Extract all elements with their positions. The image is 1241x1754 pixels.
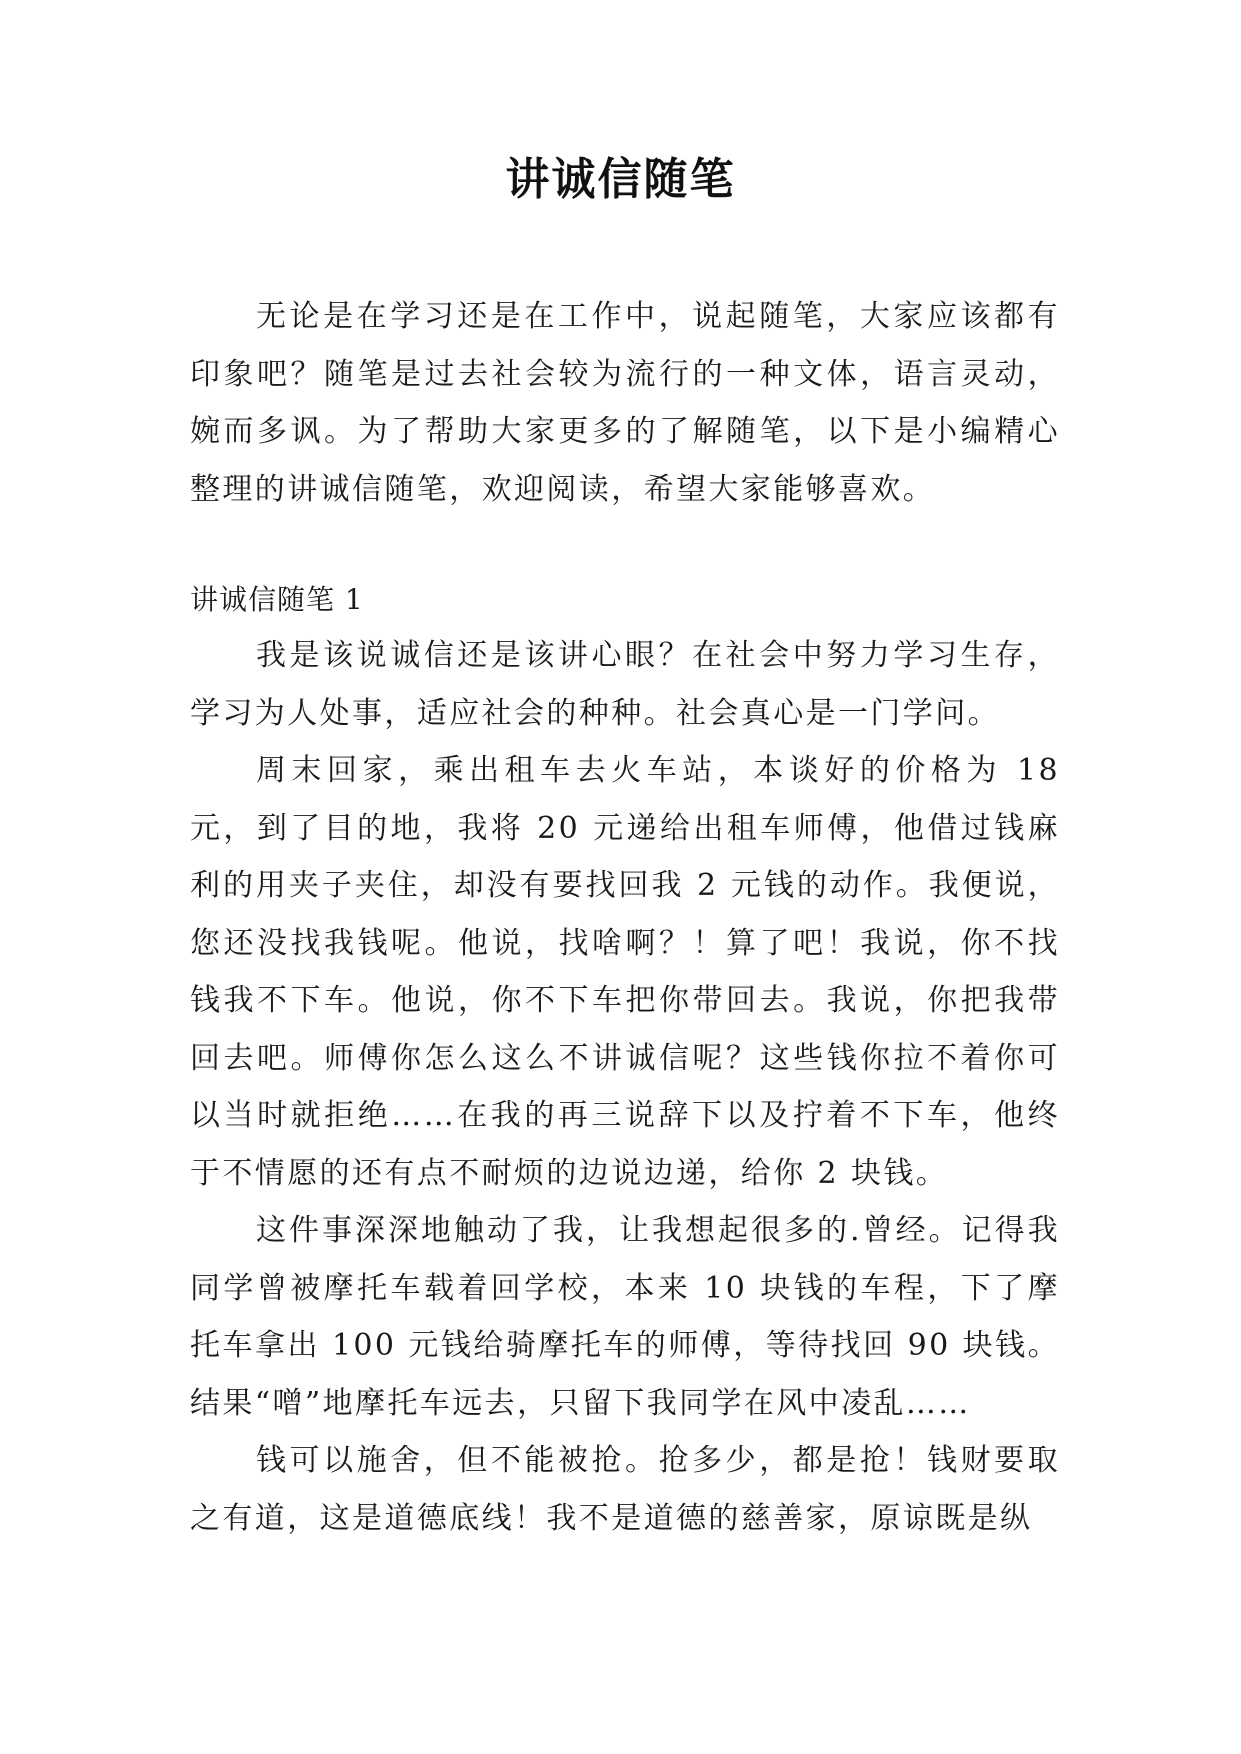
body-paragraph-3: 这件事深深地触动了我，让我想起很多的.曾经。记得我同学曾被摩托车载着回学校，本来 10 块钱的车程，下了摩托车拿出 100 元钱给骑摩托车的师傅，等待找回 90 块钱。结果“噌”地摩托车远去，只留下我同学在风中凌乱…… bbox=[190, 1213, 1060, 1421]
intro-paragraph: 无论是在学习还是在工作中，说起随笔，大家应该都有印象吧？随笔是过去社会较为流行的一种文体，语言灵动，婉而多讽。为了帮助大家更多的了解随笔，以下是小编精心整理的讲诚信随笔，欢迎阅读，希望大家能够喜欢。 bbox=[190, 299, 1060, 507]
document-body bbox=[190, 288, 1060, 1547]
section-heading: 讲诚信随笔 1 bbox=[190, 583, 364, 616]
body-paragraph-2: 周末回家，乘出租车去火车站，本谈好的价格为 18 元，到了目的地，我将 20 元递给出租车师傅，他借过钱麻利的用夹子夹住，却没有要找回我 2 元钱的动作。我便说，您还没找我钱呢。他说，找啥啊？！算了吧！我说，你不找钱我不下车。他说，你不下车把你带回去。我说，你把我带回去吧。师傅你怎么这么不讲诚信呢？这些钱你拉不着你可以当时就拒绝……在我的再三说辞下以及拧着不下车，他终于不情愿的还有点不耐烦的边说边递，给你 2 块钱。 bbox=[190, 753, 1060, 1191]
body-paragraph-1: 我是该说诚信还是该讲心眼？在社会中努力学习生存，学习为人处事，适应社会的种种。社会真心是一门学问。 bbox=[190, 638, 1060, 731]
body-paragraph-4: 钱可以施舍，但不能被抢。抢多少，都是抢！钱财要取之有道，这是道德底线！我不是道德的慈善家，原谅既是纵 bbox=[190, 1443, 1060, 1536]
document-title: 讲诚信随笔 bbox=[505, 154, 736, 205]
